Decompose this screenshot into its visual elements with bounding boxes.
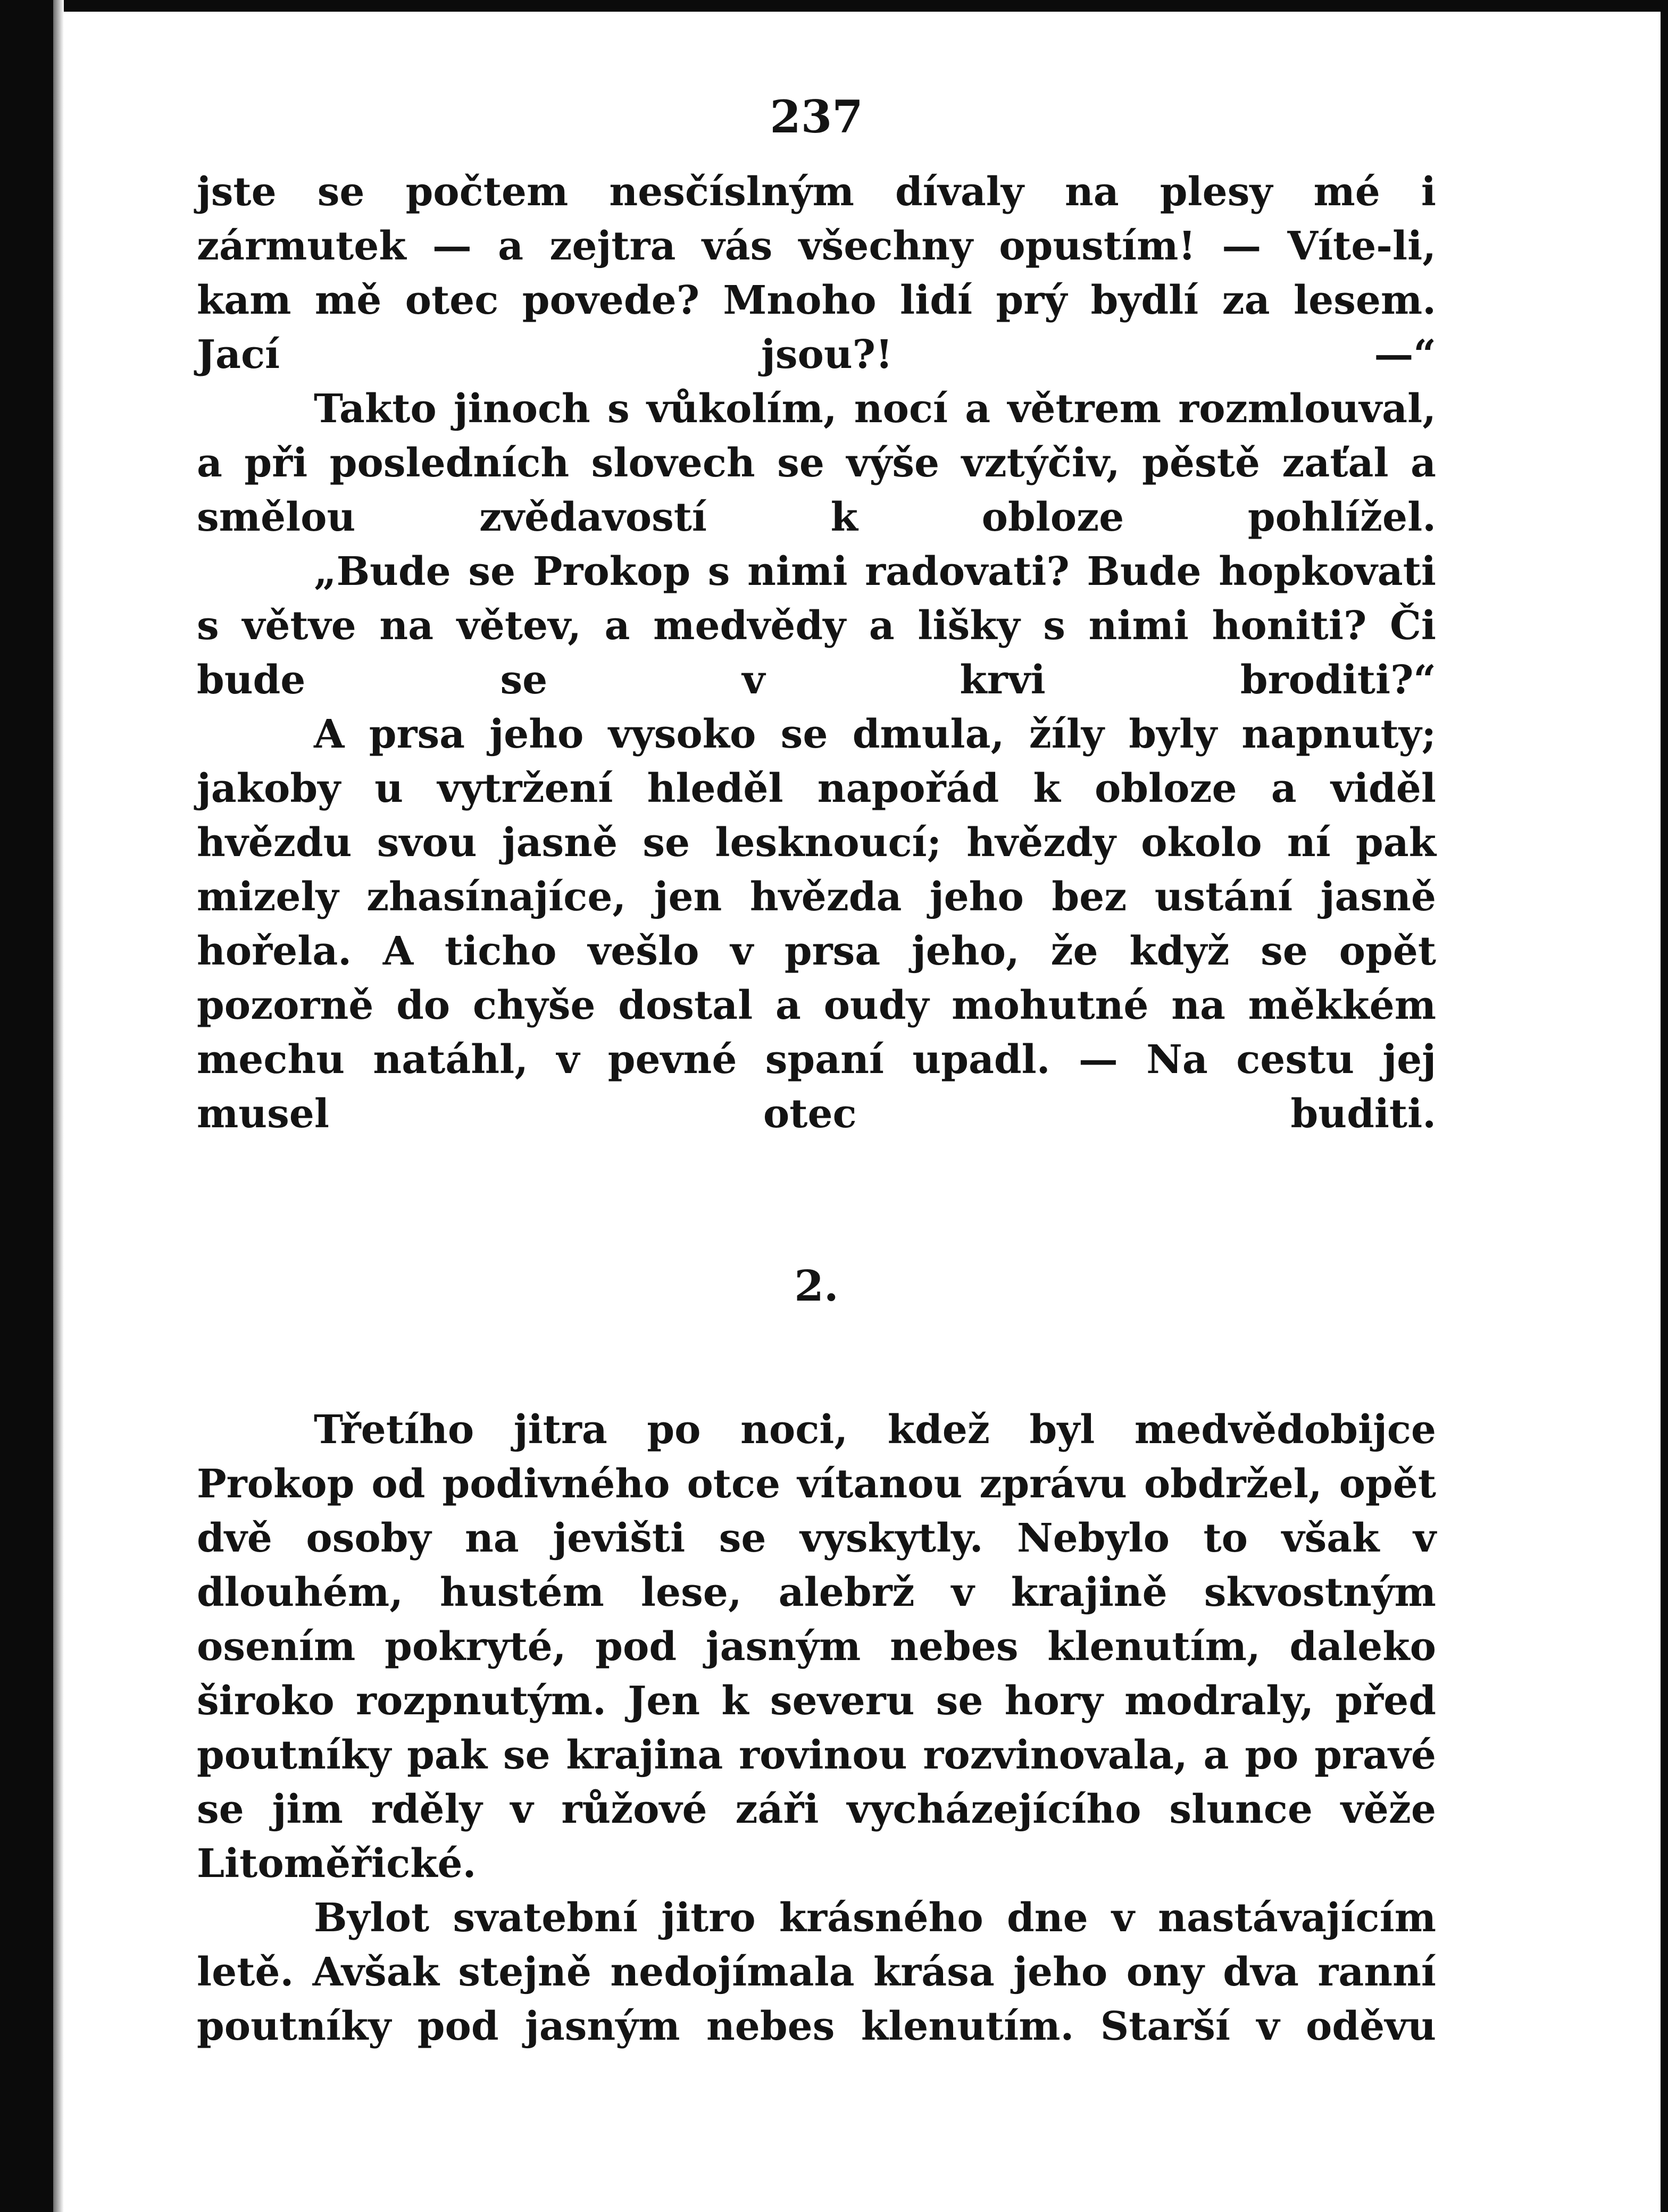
paragraph: A prsa jeho vysoko se dmula, žíly byly napnuty; jakoby u vytržení hleděl napořád k obloze a viděl hvězdu svou jasně se lesknoucí; hvězdy okolo ní pak mizely zhasínajíce, jen hvězda jeho bez ustání jasně hořela. A ticho vešlo v prsa jeho, že když se opět pozorně do chyše dostal a oudy mohutné na měkkém mechu natáhl, v pevné spaní upadl. — Na cestu jej musel otec buditi. <box>197 711 1436 1137</box>
paragraph: Takto jinoch s vůkolím, nocí a větrem rozmlouval, a při posledních slovech se výše vztýčiv, pěstě zaťal a smělou zvědavostí k obloze pohlížel. <box>197 386 1436 540</box>
paragraph: Třetího jitra po noci, kdež byl medvědobijce Prokop od podivného otce vítanou zprávu obdržel, opět dvě osoby na jevišti se vyskytly. Nebylo to však v dlouhém, hustém lese, alebrž v krajině skvostným osením pokryté, pod jasným nebes klenutím, daleko široko rozpnutým. Jen k severu se hory modraly, před poutníky pak se krajina rovinou rozvinovala, a po pravé se jim rděly v růžové záři vycházejícího slunce věže Litoměřické. <box>197 1407 1436 1887</box>
page-number: 237 <box>770 90 863 143</box>
scan-left-edge <box>0 0 53 2212</box>
scan-top-edge <box>0 0 1668 12</box>
book-page <box>197 90 1436 2054</box>
scan-right-edge <box>1661 0 1668 2212</box>
paragraph: Bylot svatební jitro krásného dne v nastávajícím letě. Avšak stejně nedojímala krása jeho ony dva ranní poutníky pod jasným nebes klenutím. Starší v oděvu <box>197 1895 1436 2049</box>
paragraph-continuation: jste se počtem nesčíslným dívaly na plesy mé i zármutek — a zejtra vás všechny opustím! — Víte-li, kam mě otec povede? Mnoho lidí prý bydlí za lesem. Jací jsou?! —“ <box>197 169 1436 378</box>
section-number: 2. <box>794 1261 839 1311</box>
paragraph-quote: „Bude se Prokop s nimi radovati? Bude hopkovati s větve na větev, a medvědy a lišky s nimi honiti? Či bude se v krvi broditi?“ <box>197 549 1436 703</box>
